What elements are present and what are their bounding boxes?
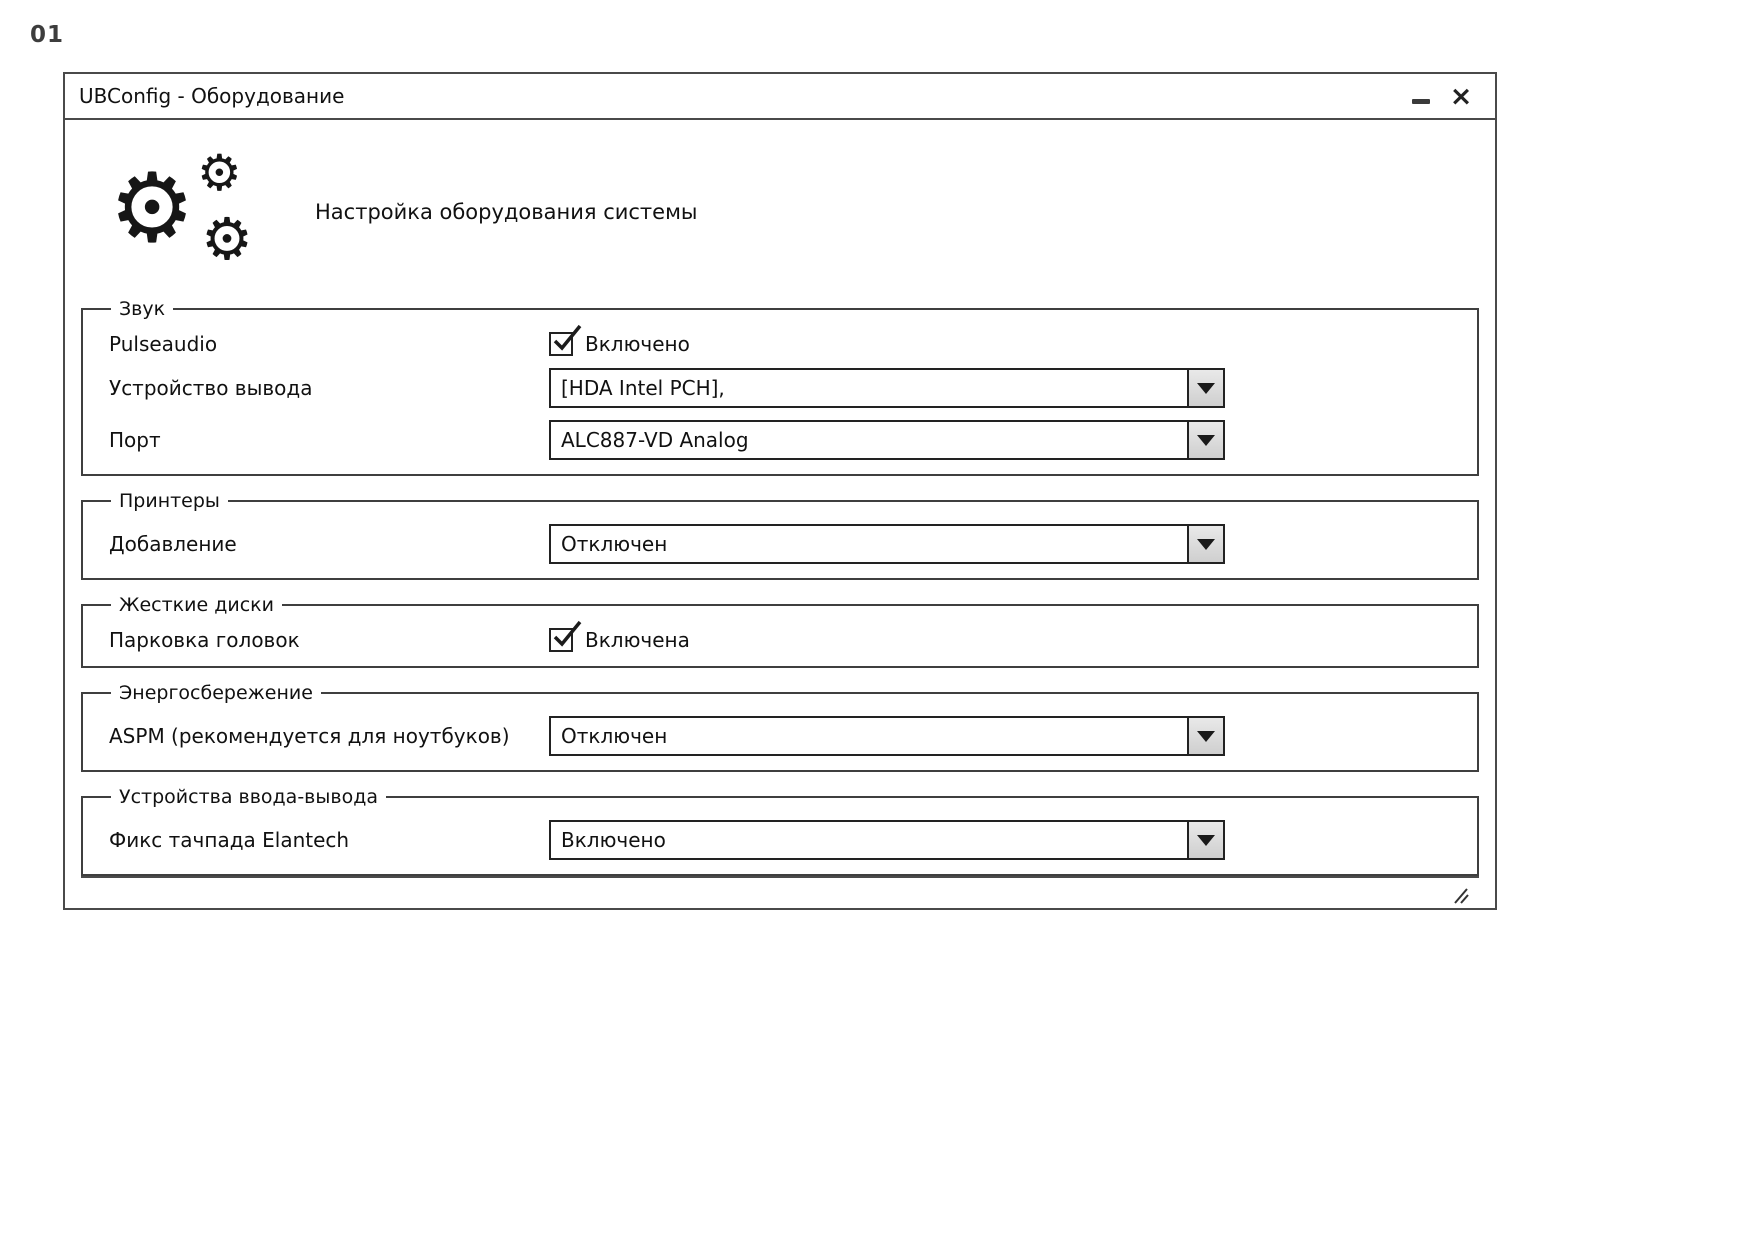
minimize-icon xyxy=(1412,99,1430,104)
header-description: Настройка оборудования системы xyxy=(315,200,698,224)
port-dropdown[interactable] xyxy=(549,420,1225,460)
printer-add-dropdown[interactable] xyxy=(549,524,1225,564)
elantech-fix-value: Включено xyxy=(561,828,666,852)
row-pulseaudio-label: Pulseaudio xyxy=(109,332,218,356)
group-sound xyxy=(81,298,1479,476)
output-device-dropdown[interactable] xyxy=(549,368,1225,408)
aspm-value: Отключен xyxy=(561,724,668,748)
printer-add-dropdown-button[interactable] xyxy=(1187,526,1223,562)
row-port-label: Порт xyxy=(109,428,161,452)
row-printer-add xyxy=(109,524,1459,564)
check-icon xyxy=(552,621,584,653)
pulseaudio-checkbox-wrap[interactable] xyxy=(549,332,690,356)
pulseaudio-checkbox[interactable] xyxy=(549,332,573,356)
row-output-device xyxy=(109,368,1459,408)
port-value: ALC887-VD Analog xyxy=(561,428,749,452)
group-io-devices-legend: Устройства ввода-вывода xyxy=(119,786,378,808)
chevron-down-icon xyxy=(1197,835,1215,846)
row-port xyxy=(109,420,1459,460)
group-hdd-legend: Жесткие диски xyxy=(119,594,274,616)
resize-grip-icon xyxy=(1445,887,1469,905)
window-titlebar[interactable] xyxy=(65,74,1495,120)
close-button[interactable] xyxy=(1441,78,1481,114)
elantech-fix-dropdown[interactable] xyxy=(549,820,1225,860)
window-title: UBConfig - Оборудование xyxy=(79,84,345,108)
pulseaudio-checkbox-label: Включено xyxy=(585,332,690,356)
app-header xyxy=(81,134,1479,298)
chevron-down-icon xyxy=(1197,539,1215,550)
row-aspm xyxy=(109,716,1459,756)
settings-groups xyxy=(81,298,1479,876)
resize-grip[interactable] xyxy=(1445,887,1469,905)
group-sound-legend: Звук xyxy=(119,298,166,320)
aspm-dropdown-button[interactable] xyxy=(1187,718,1223,754)
group-power-saving xyxy=(81,682,1479,772)
gears-icon: ⚙ ⚙ ⚙ xyxy=(109,144,253,273)
row-head-parking xyxy=(109,628,1459,652)
head-parking-checkbox-wrap[interactable] xyxy=(549,628,690,652)
row-elantech-fix-label: Фикс тачпада Elantech xyxy=(109,828,350,852)
check-icon xyxy=(552,325,584,357)
status-bar xyxy=(81,876,1479,914)
output-device-dropdown-button[interactable] xyxy=(1187,370,1223,406)
row-aspm-label: ASPM (рекомендуется для ноутбуков) xyxy=(109,724,510,748)
head-parking-checkbox[interactable] xyxy=(549,628,573,652)
head-parking-checkbox-label: Включена xyxy=(585,628,690,652)
row-printer-add-label: Добавление xyxy=(109,532,237,556)
window-body xyxy=(65,120,1495,924)
chevron-down-icon xyxy=(1197,383,1215,394)
chevron-down-icon xyxy=(1197,731,1215,742)
group-hdd xyxy=(81,594,1479,668)
aspm-dropdown[interactable] xyxy=(549,716,1225,756)
row-head-parking-label: Парковка головок xyxy=(109,628,300,652)
minimize-button[interactable] xyxy=(1401,78,1441,114)
group-power-saving-legend: Энергосбережение xyxy=(119,682,313,704)
group-io-devices xyxy=(81,786,1479,876)
close-icon: × xyxy=(1449,80,1473,112)
chevron-down-icon xyxy=(1197,435,1215,446)
ubconfig-window xyxy=(63,72,1497,910)
row-pulseaudio xyxy=(109,332,1459,356)
elantech-fix-dropdown-button[interactable] xyxy=(1187,822,1223,858)
row-output-device-label: Устройство вывода xyxy=(109,376,313,400)
group-printers xyxy=(81,490,1479,580)
row-elantech-fix xyxy=(109,820,1459,860)
port-dropdown-button[interactable] xyxy=(1187,422,1223,458)
output-device-value: [HDA Intel PCH], xyxy=(561,376,725,400)
printer-add-value: Отключен xyxy=(561,532,668,556)
group-printers-legend: Принтеры xyxy=(119,490,220,512)
page-number-label: 01 xyxy=(30,22,65,48)
